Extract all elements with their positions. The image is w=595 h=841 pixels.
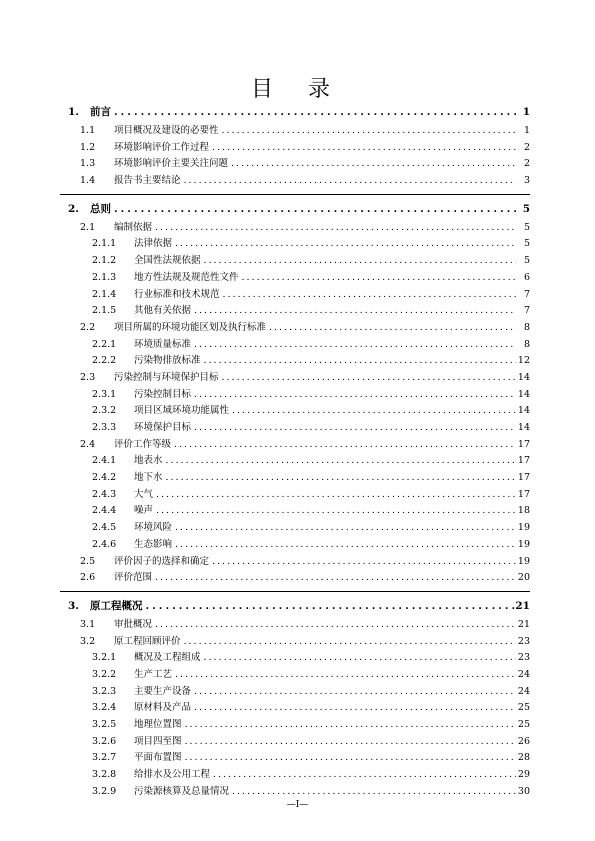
dot-leader — [191, 684, 516, 701]
toc-entry-title: 给排水及公用工程 — [134, 769, 211, 781]
toc-entry-level-2[interactable] — [60, 617, 530, 634]
toc-entry-number: 2.4.4 — [92, 505, 117, 517]
toc-entry-page: 24 — [517, 668, 530, 680]
dot-leader — [209, 140, 516, 157]
toc-entry-number: 1. — [68, 106, 79, 118]
dot-leader — [172, 537, 516, 554]
toc-entry-number: 3.2 — [80, 635, 96, 647]
toc-entry-number: 2.6 — [80, 572, 96, 584]
toc-entry-page: 14 — [517, 388, 530, 400]
toc-entry-level-3[interactable] — [60, 650, 530, 667]
toc-entry-page: 14 — [517, 422, 530, 433]
dot-leader — [111, 199, 516, 220]
toc-entry-title: 概况及工程组成 — [134, 652, 201, 664]
dot-leader — [143, 596, 516, 617]
dot-leader — [201, 253, 516, 270]
toc-entry-page: 8 — [523, 321, 530, 333]
toc-entry-title: 生产工艺 — [134, 668, 173, 680]
toc-entry-level-3[interactable] — [60, 717, 530, 734]
toc-entry-level-1[interactable] — [60, 102, 530, 123]
dot-leader — [181, 173, 516, 190]
toc-entry-page: 26 — [517, 735, 530, 747]
toc-entry-title: 项目概况及建设的必要性 — [114, 125, 219, 136]
toc-entry-number: 2.2.1 — [92, 338, 117, 350]
toc-entry-level-3[interactable] — [60, 270, 530, 287]
toc-entry-page: 29 — [517, 769, 530, 781]
toc-entry-number: 2.4.6 — [92, 538, 117, 550]
dot-leader — [209, 554, 516, 571]
toc-entry-title: 环境影响评价主要关注问题 — [114, 158, 229, 170]
toc-entry-page: 24 — [517, 685, 530, 697]
toc-entry-title: 审批概况 — [114, 618, 153, 630]
toc-entry-level-1[interactable] — [60, 596, 530, 617]
dot-leader — [191, 337, 516, 354]
toc-entry-number: 3.2.9 — [92, 785, 117, 797]
toc-entry-page: 23 — [517, 635, 530, 647]
toc-entry-page: 5 — [523, 255, 530, 267]
page-title: 目 录 — [251, 77, 344, 102]
toc-entry-number: 3.2.8 — [92, 769, 117, 781]
toc-entry-number: 3.2.5 — [92, 719, 117, 730]
toc-entry-number: 2.4.2 — [92, 472, 117, 484]
toc-entry-page: 17 — [517, 488, 530, 500]
toc-entry-level-3[interactable] — [60, 684, 530, 701]
toc-entry-page: 17 — [517, 455, 530, 467]
toc-entry-page: 12 — [517, 355, 530, 367]
toc-entry-title: 原工程回顾评价 — [114, 635, 181, 647]
toc-entry-title: 主要生产设备 — [134, 685, 192, 697]
toc-entry-number: 2.3.1 — [92, 388, 117, 400]
dot-leader — [239, 270, 516, 287]
toc-entry-title: 项目四至图 — [134, 735, 182, 747]
toc-entry-number: 2. — [68, 202, 79, 215]
toc-entry-number: 3.2.2 — [92, 668, 117, 680]
dot-leader — [172, 520, 516, 537]
toc-entry-title: 评价范围 — [114, 572, 153, 584]
toc-entry-level-3[interactable] — [60, 487, 530, 504]
toc-entry-level-3[interactable] — [60, 734, 530, 751]
dot-leader — [220, 287, 516, 304]
toc-entry-level-3[interactable] — [60, 287, 530, 304]
dot-leader — [152, 617, 516, 634]
dot-leader — [172, 667, 516, 684]
toc-entry-number: 3.1 — [80, 618, 96, 630]
toc-entry-level-2[interactable] — [60, 156, 530, 173]
toc-entry-number: 1.2 — [80, 141, 96, 153]
toc-entry-level-2[interactable] — [60, 140, 530, 157]
toc-entry-page: 18 — [517, 505, 530, 517]
toc-entry-number: 2.2 — [80, 321, 96, 333]
dot-leader — [182, 750, 516, 767]
toc-entry-number: 2.4.1 — [92, 455, 117, 467]
toc-entry-level-3[interactable] — [60, 253, 530, 270]
toc-entry-title: 原材料及产品 — [134, 702, 192, 714]
toc-entry-title: 平面布置图 — [134, 752, 182, 764]
toc-entry-title: 其他有关依据 — [134, 305, 192, 317]
toc-entry-title: 环境影响评价工作过程 — [114, 141, 210, 153]
toc-entry-page: 20 — [517, 572, 530, 584]
toc-entry-number: 1.3 — [80, 158, 96, 170]
dot-leader — [152, 570, 516, 587]
toc-entry-page: 21 — [517, 618, 530, 630]
toc-entry-number: 2.1.5 — [92, 305, 117, 317]
toc-entry-number: 2.1.1 — [92, 238, 117, 250]
toc-entry-number: 3.2.1 — [92, 652, 117, 664]
toc-entry-title: 行业标准和技术规范 — [134, 288, 220, 300]
dot-leader — [163, 453, 516, 470]
dot-leader — [201, 650, 516, 667]
toc-entry-page: 19 — [517, 555, 530, 567]
toc-entry-title: 报告书主要结论 — [114, 175, 181, 187]
toc-entry-page: 25 — [517, 702, 530, 714]
toc-entry-page: 3 — [523, 175, 530, 187]
toc-entry-number: 1.1 — [80, 125, 96, 136]
dot-leader — [191, 303, 516, 320]
toc-entry-title: 编制依据 — [114, 221, 153, 233]
toc-entry-title: 评价因子的选择和确定 — [114, 555, 210, 567]
toc-entry-page: 14 — [517, 371, 530, 383]
toc-entry-title: 环境风险 — [134, 522, 173, 534]
dot-leader — [228, 156, 516, 173]
toc-entry-number: 3.2.3 — [92, 685, 117, 697]
toc-entry-page: 7 — [523, 305, 530, 317]
toc-entry-title: 前言 — [90, 106, 111, 118]
toc-entry-number: 3. — [68, 599, 79, 612]
dot-leader — [219, 123, 516, 140]
toc-entry-title: 评价工作等级 — [114, 438, 172, 450]
toc-entry-title: 大气 — [134, 488, 154, 500]
toc-entry-page: 5 — [523, 238, 530, 250]
dot-leader — [191, 700, 516, 717]
toc-entry-title: 污染控制与环境保护目标 — [114, 371, 219, 383]
dot-leader — [163, 470, 516, 487]
toc-entry-page: 25 — [517, 719, 530, 730]
toc-entry-level-2[interactable] — [60, 634, 530, 651]
toc-entry-number: 2.4 — [80, 438, 96, 450]
table-of-contents — [60, 102, 530, 800]
dot-leader — [201, 353, 516, 370]
toc-entry-title: 原工程概况 — [90, 599, 143, 612]
dot-leader — [153, 503, 516, 520]
toc-entry-number: 2.3.3 — [92, 422, 117, 433]
toc-entry-title: 法律依据 — [134, 238, 173, 250]
toc-entry-page: 2 — [523, 158, 530, 170]
toc-entry-page: 17 — [517, 438, 530, 450]
toc-entry-title: 地方性法规及规范性文件 — [134, 271, 239, 283]
dot-leader — [182, 734, 516, 751]
toc-entry-number: 2.2.2 — [92, 355, 117, 367]
toc-entry-number: 2.3 — [80, 371, 96, 383]
toc-entry-title: 环境质量标准 — [134, 338, 192, 350]
toc-entry-title: 地下水 — [134, 472, 163, 484]
toc-entry-level-3[interactable] — [60, 667, 530, 684]
toc-entry-page: 23 — [517, 652, 530, 664]
toc-entry-page: 8 — [523, 338, 530, 350]
toc-entry-title: 污染物排放标准 — [134, 355, 201, 367]
dot-leader — [181, 634, 516, 651]
toc-entry-page: 30 — [517, 785, 530, 797]
toc-entry-level-2[interactable] — [60, 173, 530, 190]
toc-entry-page: 1 — [522, 106, 530, 118]
toc-entry-page: 14 — [517, 405, 530, 417]
toc-entry-number: 2.3.2 — [92, 405, 117, 417]
toc-entry-level-2[interactable] — [60, 554, 530, 571]
toc-entry-title: 全国性法规依据 — [134, 255, 201, 267]
dot-leader — [266, 320, 516, 337]
toc-entry-level-2[interactable] — [60, 123, 530, 140]
toc-entry-number: 3.2.7 — [92, 752, 117, 764]
toc-entry-page: 6 — [523, 271, 530, 283]
toc-entry-number: 2.1.2 — [92, 255, 117, 267]
toc-entry-level-3[interactable] — [60, 470, 530, 487]
toc-entry-level-2[interactable] — [60, 220, 530, 237]
toc-entry-title: 地理位置图 — [134, 719, 182, 730]
dot-leader — [111, 102, 516, 123]
toc-entry-title: 污染源核算及总量情况 — [134, 785, 230, 797]
toc-entry-number: 2.4.3 — [92, 488, 117, 500]
toc-entry-page: 1 — [523, 125, 530, 136]
toc-entry-level-3[interactable] — [60, 453, 530, 470]
toc-entry-title: 生态影响 — [134, 538, 173, 550]
toc-entry-level-3[interactable] — [60, 750, 530, 767]
toc-entry-level-3[interactable] — [60, 784, 530, 801]
toc-entry-level-3[interactable] — [60, 520, 530, 537]
toc-entry-page: 2 — [523, 141, 530, 153]
toc-entry-number: 3.2.4 — [92, 702, 117, 714]
dot-leader — [210, 767, 516, 784]
toc-entry-page: 7 — [523, 288, 530, 300]
page-number-footer: —I— — [286, 800, 309, 810]
toc-entry-page: 17 — [517, 472, 530, 484]
toc-entry-number: 2.4.5 — [92, 522, 117, 534]
toc-entry-title: 项目区域环境功能属性 — [134, 405, 230, 417]
toc-entry-level-3[interactable] — [60, 537, 530, 554]
toc-entry-title: 项目所属的环境功能区划及执行标准 — [114, 321, 267, 333]
toc-entry-level-2[interactable] — [60, 320, 530, 337]
dot-leader — [182, 717, 516, 734]
dot-leader — [172, 236, 516, 253]
toc-entry-level-2[interactable] — [60, 370, 530, 387]
toc-entry-page: 28 — [517, 752, 530, 764]
dot-leader — [152, 220, 516, 237]
dot-leader — [171, 437, 516, 454]
dot-leader — [229, 403, 516, 420]
toc-entry-number: 2.5 — [80, 555, 96, 567]
toc-entry-level-3[interactable] — [60, 403, 530, 420]
toc-entry-level-3[interactable] — [60, 387, 530, 404]
toc-entry-number: 2.1.3 — [92, 271, 117, 283]
toc-entry-title: 噪声 — [134, 505, 154, 517]
toc-entry-level-3[interactable] — [60, 420, 530, 437]
toc-entry-number: 3.2.6 — [92, 735, 117, 747]
toc-entry-page: 19 — [517, 522, 530, 534]
toc-entry-page: 5 — [522, 202, 530, 215]
dot-leader — [229, 784, 516, 801]
toc-entry-level-2[interactable] — [60, 570, 530, 587]
toc-entry-page: 19 — [517, 538, 530, 550]
toc-entry-number: 2.1.4 — [92, 288, 117, 300]
toc-entry-title: 地表水 — [134, 455, 163, 467]
toc-entry-level-2[interactable] — [60, 437, 530, 454]
dot-leader — [191, 420, 516, 437]
toc-entry-level-3[interactable] — [60, 337, 530, 354]
toc-entry-page: 21 — [515, 599, 530, 612]
toc-entry-level-3[interactable] — [60, 353, 530, 370]
toc-entry-level-3[interactable] — [60, 236, 530, 253]
toc-entry-number: 2.1 — [80, 221, 96, 233]
toc-entry-title: 环境保护目标 — [134, 422, 192, 433]
dot-leader — [191, 387, 516, 404]
toc-entry-title: 污染控制目标 — [134, 388, 192, 400]
toc-entry-page: 5 — [523, 221, 530, 233]
toc-entry-level-3[interactable] — [60, 700, 530, 717]
toc-entry-title: 总则 — [90, 202, 111, 215]
toc-entry-level-3[interactable] — [60, 767, 530, 784]
toc-entry-level-3[interactable] — [60, 503, 530, 520]
toc-entry-level-1[interactable] — [60, 199, 530, 220]
dot-leader — [153, 487, 516, 504]
toc-entry-level-3[interactable] — [60, 303, 530, 320]
dot-leader — [219, 370, 516, 387]
toc-entry-number: 1.4 — [80, 175, 96, 187]
